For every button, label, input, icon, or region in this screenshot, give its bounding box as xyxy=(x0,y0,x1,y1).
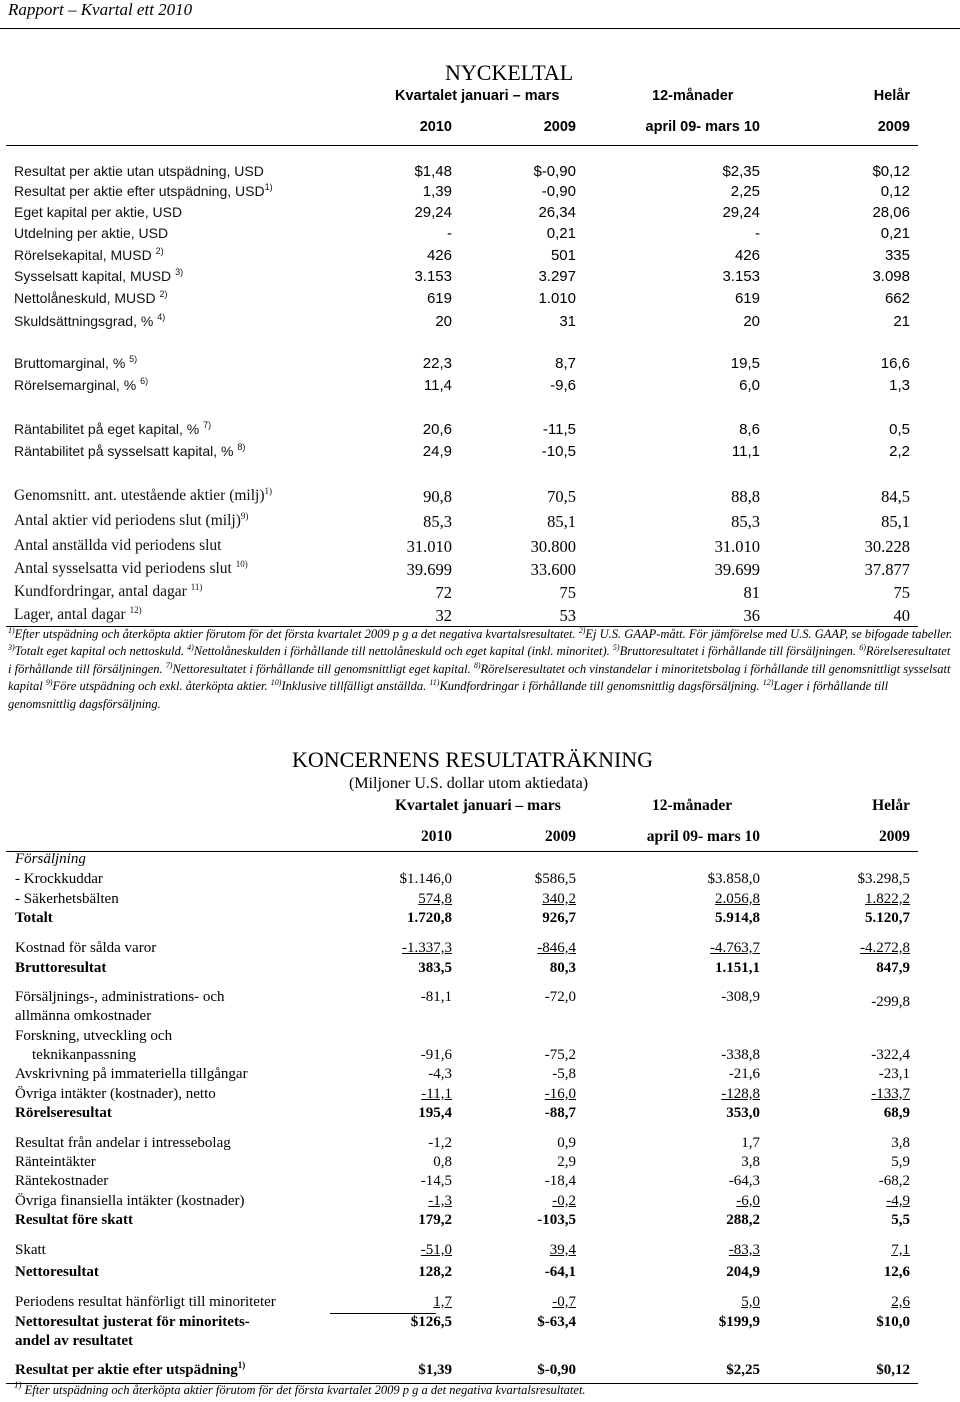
table-cell: $126,5 xyxy=(410,1314,452,1330)
row-label xyxy=(15,1173,108,1190)
row-label-text: Kundfordringar, antal dagar xyxy=(14,583,191,600)
table-cell: $-0,90 xyxy=(537,1362,576,1378)
table-cell: 24,9 xyxy=(422,443,452,460)
row-label xyxy=(14,163,264,179)
footnote-marker: 2) xyxy=(578,626,586,635)
table-cell: 84,5 xyxy=(881,487,910,506)
table-cell: -83,3 xyxy=(728,1242,760,1258)
table-cell: 5,5 xyxy=(891,1212,910,1228)
table-cell: $3.298,5 xyxy=(857,871,910,887)
footnote-marker: 9) xyxy=(45,678,53,688)
table-cell: 88,8 xyxy=(731,487,760,506)
table-cell: 39,4 xyxy=(549,1242,576,1258)
row-label xyxy=(14,225,168,241)
row-label xyxy=(15,1193,245,1210)
table-cell: 22,3 xyxy=(422,355,452,372)
table-cell: -5,8 xyxy=(552,1066,576,1082)
row-label-continued: teknikanpassning xyxy=(32,1047,137,1063)
row-label-text: Antal aktier vid periodens slut (milj) xyxy=(14,512,241,529)
table-cell: 31.010 xyxy=(714,537,760,556)
footnote-text: Totalt eget kapital och nettoskuld. xyxy=(14,644,188,659)
table-cell: -4.272,8 xyxy=(860,940,910,956)
group-header: 12-månader xyxy=(652,797,733,814)
table-cell: 288,2 xyxy=(726,1212,760,1228)
table-cell: 30.800 xyxy=(530,537,576,556)
table-cell: 662 xyxy=(884,290,910,307)
table-cell: 68,9 xyxy=(883,1105,910,1121)
table-cell: - xyxy=(755,225,760,242)
table-cell: -133,7 xyxy=(871,1086,910,1102)
row-label-sup: 5) xyxy=(129,354,138,364)
table-cell: -68,2 xyxy=(878,1173,910,1189)
row-label-text: Totalt xyxy=(15,910,53,926)
row-label-text: Forskning, utveckling och xyxy=(15,1028,173,1044)
table-cell: 340,2 xyxy=(542,891,576,907)
table-cell: $3.858,0 xyxy=(707,871,760,887)
row-label xyxy=(15,960,106,977)
table-cell: 11,1 xyxy=(731,443,760,460)
table-cell: 40 xyxy=(893,606,910,625)
table-cell: 70,5 xyxy=(547,487,576,506)
row-label xyxy=(14,606,142,624)
table-cell: 383,5 xyxy=(418,960,452,976)
table-cell: 195,4 xyxy=(418,1105,452,1121)
table-cell: -4,9 xyxy=(886,1193,910,1209)
column-header: 2010 xyxy=(421,828,452,845)
footnote-text: Kundfordringar i förhållande till genomsnittlig dagsförsäljning. xyxy=(439,679,763,694)
row-label xyxy=(15,851,86,868)
table-cell: $1.146,0 xyxy=(399,871,452,887)
table-cell: 2,25 xyxy=(730,183,760,200)
table-cell: -75,2 xyxy=(544,1047,576,1063)
table-cell: 619 xyxy=(426,290,452,307)
table-cell: 179,2 xyxy=(418,1212,452,1228)
footnote-marker: 1) xyxy=(8,626,15,635)
table-cell: 1,3 xyxy=(889,377,910,394)
table-cell: -0,2 xyxy=(552,1193,576,1209)
nyckeltal-title: NYCKELTAL xyxy=(445,60,574,85)
table-cell: 1.151,1 xyxy=(715,960,760,976)
footnote-text: Lager i förhållande till genomsnittlig dagsförsäljning. xyxy=(8,679,889,711)
row-label xyxy=(14,512,248,530)
table-cell: 29,24 xyxy=(414,204,452,221)
table-cell: -16,0 xyxy=(544,1086,576,1102)
table-cell: -0,90 xyxy=(541,183,576,200)
row-label-text: Rörelsekapital, MUSD xyxy=(14,247,156,263)
table-cell: -4.763,7 xyxy=(710,940,760,956)
footnote-marker: 11) xyxy=(429,678,440,688)
table-cell: 3,8 xyxy=(741,1154,760,1170)
footnote-marker: 3) xyxy=(8,643,15,653)
row-label-text: Periodens resultat hänförligt till minoriteter xyxy=(15,1294,276,1310)
row-label-sup: 3) xyxy=(175,267,184,277)
table-cell: $0,12 xyxy=(876,1362,910,1378)
table-cell: 36 xyxy=(743,606,760,625)
table-cell: $10,0 xyxy=(876,1314,910,1330)
row-label-text: Eget kapital per aktie, USD xyxy=(14,204,183,220)
table-cell: -91,6 xyxy=(420,1047,452,1063)
row-label xyxy=(14,421,211,437)
table-cell: 0,5 xyxy=(889,421,910,438)
row-label xyxy=(15,1242,46,1259)
table-cell: $2,25 xyxy=(726,1362,760,1378)
table-cell: 20 xyxy=(743,313,760,330)
row-label xyxy=(15,1086,216,1103)
column-header: april 09- mars 10 xyxy=(646,828,760,845)
resultat-title: KONCERNENS RESULTATRÄKNING xyxy=(292,747,654,772)
table-cell: 1.822,2 xyxy=(865,891,910,907)
table-cell: - xyxy=(447,225,452,242)
table-cell: -103,5 xyxy=(537,1212,576,1228)
row-label-text: Rörelseresultat xyxy=(15,1105,112,1121)
column-header: 2010 xyxy=(419,119,452,135)
column-header: 2009 xyxy=(877,119,910,135)
table-cell: 31.010 xyxy=(406,537,452,556)
footnote-marker: 12) xyxy=(762,678,774,688)
table-cell: 85,1 xyxy=(547,512,576,531)
footnote-marker: 4) xyxy=(187,643,194,653)
row-label-sup: 8) xyxy=(237,442,246,452)
footnote-text: Inklusive tillfälligt anställda. xyxy=(281,679,430,694)
table-cell: -308,9 xyxy=(721,989,760,1005)
row-label xyxy=(15,940,156,957)
table-cell: 72 xyxy=(435,583,452,602)
row-label-text: Resultat från andelar i intressebolag xyxy=(15,1135,231,1151)
table-cell: -21,6 xyxy=(728,1066,760,1082)
table-cell: 85,1 xyxy=(881,512,910,531)
row-label-text: Bruttomarginal, % xyxy=(14,355,130,371)
row-label-text: Räntekostnader xyxy=(15,1173,109,1189)
table-cell: 619 xyxy=(734,290,760,307)
row-label-text: Resultat före skatt xyxy=(15,1212,134,1228)
row-label xyxy=(14,268,183,284)
row-label-continued: andel av resultatet xyxy=(15,1333,134,1349)
table-cell: -338,8 xyxy=(721,1047,760,1063)
table-cell: 1,7 xyxy=(741,1135,760,1151)
table-cell: 29,24 xyxy=(722,204,760,221)
group-header: Kvartalet januari – mars xyxy=(395,88,560,104)
row-label-text: Nettolåneskuld, MUSD xyxy=(14,290,160,306)
row-label xyxy=(15,1362,245,1379)
table-cell: 19,5 xyxy=(730,355,760,372)
table-cell: -299,8 xyxy=(871,994,910,1010)
table-cell: 21 xyxy=(893,313,910,330)
header-rule xyxy=(0,28,960,29)
table-cell: -23,1 xyxy=(878,1066,910,1082)
footnote-text: Bruttoresultatet i förhållande till försäljningen. xyxy=(619,644,860,659)
minority-rule xyxy=(330,1313,436,1314)
table-cell: 33.600 xyxy=(530,560,576,579)
table-cell: 204,9 xyxy=(726,1264,760,1280)
row-label-text: Lager, antal dagar xyxy=(14,606,130,623)
table-cell: 2,2 xyxy=(889,443,910,460)
table-cell: 3.153 xyxy=(722,268,760,285)
row-label xyxy=(15,1105,112,1122)
table-cell: 1,39 xyxy=(422,183,452,200)
table-cell: 353,0 xyxy=(726,1105,760,1121)
row-label-sup: 4) xyxy=(157,312,166,322)
table-cell: 81 xyxy=(743,583,760,602)
row-label-text: Resultat per aktie utan utspädning, USD xyxy=(14,163,264,179)
table-cell: -88,7 xyxy=(544,1105,576,1121)
table-cell: -9,6 xyxy=(550,377,576,394)
table-cell: 80,3 xyxy=(549,960,576,976)
table-cell: 5.914,8 xyxy=(715,910,760,926)
row-label-sup: 7) xyxy=(203,420,212,430)
row-label-text: Antal sysselsatta vid periodens slut xyxy=(14,560,236,577)
table-cell: 26,34 xyxy=(538,204,576,221)
row-label-text: - Krockkuddar xyxy=(15,871,103,887)
footnote-marker: 8) xyxy=(473,660,481,670)
table-cell: -6,0 xyxy=(736,1193,760,1209)
row-label xyxy=(14,487,272,505)
column-header: april 09- mars 10 xyxy=(645,119,760,135)
footnote-text: Ej U.S. GAAP-mått. För jämförelse med U.S. GAAP, se bifogade tabeller. xyxy=(585,627,953,641)
table-cell: 16,6 xyxy=(880,355,910,372)
row-label-text: Nettoresultat justerat för minoritets- xyxy=(15,1314,250,1330)
row-label-text: Övriga intäkter (kostnader), netto xyxy=(15,1086,216,1102)
table-cell: -11,1 xyxy=(421,1086,452,1102)
footnote-text: Rörelseresultatet och vinstandelar i minoritetsbolag i förhållande till genomsnittligt sysselsatt kapital xyxy=(8,661,951,694)
row-label-sup: 10) xyxy=(235,559,248,569)
row-label xyxy=(14,377,148,393)
row-label xyxy=(14,313,165,329)
column-header: 2009 xyxy=(543,119,576,135)
table-cell: $-0,90 xyxy=(533,163,576,180)
table-cell: 0,8 xyxy=(433,1154,452,1170)
footnote-text: Nettoresultatet i förhållande till genomsnittligt eget kapital. xyxy=(172,661,474,676)
nyckeltal-header-rule xyxy=(6,145,918,146)
row-label-text: Utdelning per aktie, USD xyxy=(14,225,169,241)
table-cell: -18,4 xyxy=(544,1173,576,1189)
table-cell: $1,48 xyxy=(414,163,452,180)
row-label xyxy=(14,560,248,578)
table-cell: 75 xyxy=(559,583,576,602)
table-cell: -11,5 xyxy=(542,421,576,438)
row-label xyxy=(14,443,245,459)
row-label xyxy=(14,355,137,371)
table-cell: 31 xyxy=(559,313,576,330)
table-cell: -1,3 xyxy=(428,1193,452,1209)
row-label-text: - Säkerhetsbälten xyxy=(15,891,119,907)
row-label xyxy=(14,204,182,220)
footnote-marker: 7) xyxy=(165,660,173,670)
row-label xyxy=(15,1066,248,1083)
row-label-text: Bruttoresultat xyxy=(15,960,107,976)
table-cell: 926,7 xyxy=(542,910,576,926)
row-label xyxy=(15,891,119,908)
table-cell: 37.877 xyxy=(864,560,910,579)
row-label-text: Avskrivning på immateriella tillgångar xyxy=(15,1066,248,1082)
row-label-text: Genomsnitt. ant. utestående aktier (milj) xyxy=(14,487,265,504)
table-cell: -846,4 xyxy=(537,940,576,956)
row-label xyxy=(15,871,103,888)
table-cell: 3,8 xyxy=(891,1135,910,1151)
table-cell: -10,5 xyxy=(541,443,576,460)
row-label xyxy=(15,910,53,927)
table-cell: 5.120,7 xyxy=(865,910,910,926)
group-header: 12-månader xyxy=(652,88,734,104)
row-label xyxy=(15,1028,172,1045)
row-label-text: Försäljning xyxy=(15,851,86,867)
table-cell: 426 xyxy=(734,247,760,264)
table-cell: 128,2 xyxy=(418,1264,452,1280)
table-cell: 2,9 xyxy=(557,1154,576,1170)
table-cell: 0,12 xyxy=(880,183,910,200)
table-cell: $2,35 xyxy=(722,163,760,180)
row-label-text: Skuldsättningsgrad, % xyxy=(14,313,158,329)
table-cell: -51,0 xyxy=(420,1242,452,1258)
footnote-marker: 10) xyxy=(270,678,282,688)
table-cell: -0,7 xyxy=(552,1294,576,1310)
table-cell: -81,1 xyxy=(420,989,452,1005)
row-label-sup: 1) xyxy=(264,486,273,496)
row-label-text: Räntabilitet på sysselsatt kapital, % xyxy=(14,443,238,459)
row-label xyxy=(14,290,168,306)
table-cell: $-63,4 xyxy=(537,1314,576,1330)
footnote-text: Nettolåneskulden i förhållande till nettolåneskuld och eget kapital (inkl. minoritet). xyxy=(193,644,613,659)
table-cell: 3.153 xyxy=(414,268,452,285)
group-header: Helår xyxy=(873,88,910,104)
footnote-marker: 5) xyxy=(612,643,620,653)
table-cell: 39.699 xyxy=(406,560,452,579)
row-label-text: Övriga finansiella intäkter (kostnader) xyxy=(15,1193,245,1209)
row-label-sup: 11) xyxy=(190,582,203,592)
table-cell: 1.010 xyxy=(538,290,576,307)
row-label xyxy=(15,1294,276,1311)
table-cell: 426 xyxy=(426,247,452,264)
table-cell: 12,6 xyxy=(883,1264,910,1280)
row-label xyxy=(15,1314,250,1331)
table-cell: -64,1 xyxy=(544,1264,576,1280)
row-label xyxy=(15,989,225,1006)
table-cell: 3.098 xyxy=(872,268,910,285)
table-cell: 335 xyxy=(884,247,910,264)
row-label-sup: 12) xyxy=(129,605,142,615)
table-cell: 6,0 xyxy=(739,377,760,394)
row-label-sup: 1) xyxy=(264,182,273,192)
resultat-header-rule xyxy=(6,851,918,852)
row-label-sup: 6) xyxy=(140,376,149,386)
table-cell: 8,6 xyxy=(739,421,760,438)
row-label-sup: 2) xyxy=(155,246,164,256)
table-cell: 2,6 xyxy=(891,1294,910,1310)
table-cell: 85,3 xyxy=(423,512,452,531)
row-label xyxy=(15,1154,96,1171)
row-label xyxy=(14,583,202,601)
resultat-subtitle: (Miljoner U.S. dollar utom aktiedata) xyxy=(349,775,589,792)
column-header: 2009 xyxy=(879,828,910,845)
row-label-text: Nettoresultat xyxy=(15,1264,99,1280)
row-label-text: Försäljnings-, administrations- och xyxy=(15,989,225,1005)
table-cell: -322,4 xyxy=(871,1047,910,1063)
table-cell: -1,2 xyxy=(428,1135,452,1151)
table-cell: 7,1 xyxy=(891,1242,910,1258)
table-cell: 0,21 xyxy=(880,225,910,242)
row-label xyxy=(15,1212,133,1229)
row-label-text: Rörelsemarginal, % xyxy=(14,377,141,393)
row-label xyxy=(14,247,164,263)
table-cell: 0,21 xyxy=(546,225,576,242)
table-cell: -64,3 xyxy=(728,1173,760,1189)
table-cell: 28,06 xyxy=(872,204,910,221)
nyckeltal-footnotes xyxy=(8,626,953,713)
table-cell: 501 xyxy=(550,247,576,264)
row-label xyxy=(15,1264,99,1281)
footnote-text: Efter utspädning och återköpta aktier förutom för det första kvartalet 2009 p g a det negativa kvartalsresultatet. xyxy=(14,627,579,641)
row-label xyxy=(14,537,222,555)
table-cell: 32 xyxy=(435,606,452,625)
table-cell: 20,6 xyxy=(422,421,452,438)
group-header: Kvartalet januari – mars xyxy=(395,797,561,814)
row-label-sup: 2) xyxy=(159,289,168,299)
row-label-sup: 1) xyxy=(237,1360,246,1370)
table-cell: 85,3 xyxy=(731,512,760,531)
table-cell: 2.056,8 xyxy=(715,891,760,907)
column-header: 2009 xyxy=(545,828,576,845)
table-cell: 39.699 xyxy=(714,560,760,579)
row-label-text: Resultat per aktie efter utspädning, USD xyxy=(14,183,265,199)
resultat-footnote: $^{1)}$ Efter utspädning och återköpta aktier förutom för det första kvartalet 2009 p g a det negativa kvartalsresultatet. xyxy=(14,1380,586,1397)
table-cell: 5,0 xyxy=(741,1294,760,1310)
table-cell: -1.337,3 xyxy=(402,940,452,956)
table-cell: -4,3 xyxy=(428,1066,452,1082)
table-cell: -128,8 xyxy=(721,1086,760,1102)
table-cell: 11,4 xyxy=(423,377,452,394)
row-label-text: Räntabilitet på eget kapital, % xyxy=(14,421,204,437)
table-cell: $199,9 xyxy=(718,1314,760,1330)
table-cell: $1,39 xyxy=(418,1362,452,1378)
table-cell: 20 xyxy=(435,313,452,330)
row-label-text: Sysselsatt kapital, MUSD xyxy=(14,268,176,284)
table-cell: -14,5 xyxy=(420,1173,452,1189)
row-label-text: Antal anställda vid periodens slut xyxy=(14,537,222,554)
table-cell: 75 xyxy=(893,583,910,602)
table-cell: 847,9 xyxy=(876,960,910,976)
footnote-text: Före utspädning och exkl. återköpta aktier. xyxy=(52,679,271,694)
table-cell: $0,12 xyxy=(872,163,910,180)
row-label-sup: 9) xyxy=(240,511,249,521)
table-cell: 8,7 xyxy=(555,355,576,372)
row-label xyxy=(14,183,273,199)
table-cell: 3.297 xyxy=(538,268,576,285)
table-cell: 5,9 xyxy=(891,1154,910,1170)
table-cell: 30.228 xyxy=(864,537,910,556)
row-label-text: Resultat per aktie efter utspädning xyxy=(15,1362,238,1378)
table-cell: 90,8 xyxy=(423,487,452,506)
footnote-marker: 6) xyxy=(859,643,866,653)
row-label xyxy=(15,1135,231,1152)
table-cell: 1.720,8 xyxy=(407,910,452,926)
table-cell: 53 xyxy=(559,606,576,625)
group-header: Helår xyxy=(872,797,910,814)
footnote-text: Rörelseresultatet i förhållande till försäljningen. xyxy=(8,644,951,676)
row-label-continued: allmänna omkostnader xyxy=(15,1008,152,1024)
row-label-text: Skatt xyxy=(15,1242,46,1258)
row-label-text: Ränteintäkter xyxy=(15,1154,96,1170)
table-cell: $586,5 xyxy=(534,871,576,887)
row-label-text: Kostnad för sålda varor xyxy=(15,940,157,956)
table-cell: 0,9 xyxy=(557,1135,576,1151)
table-cell: 574,8 xyxy=(418,891,452,907)
table-cell: -72,0 xyxy=(544,989,576,1005)
table-cell: 1,7 xyxy=(433,1294,452,1310)
page-header: Rapport – Kvartal ett 2010 xyxy=(8,0,193,19)
